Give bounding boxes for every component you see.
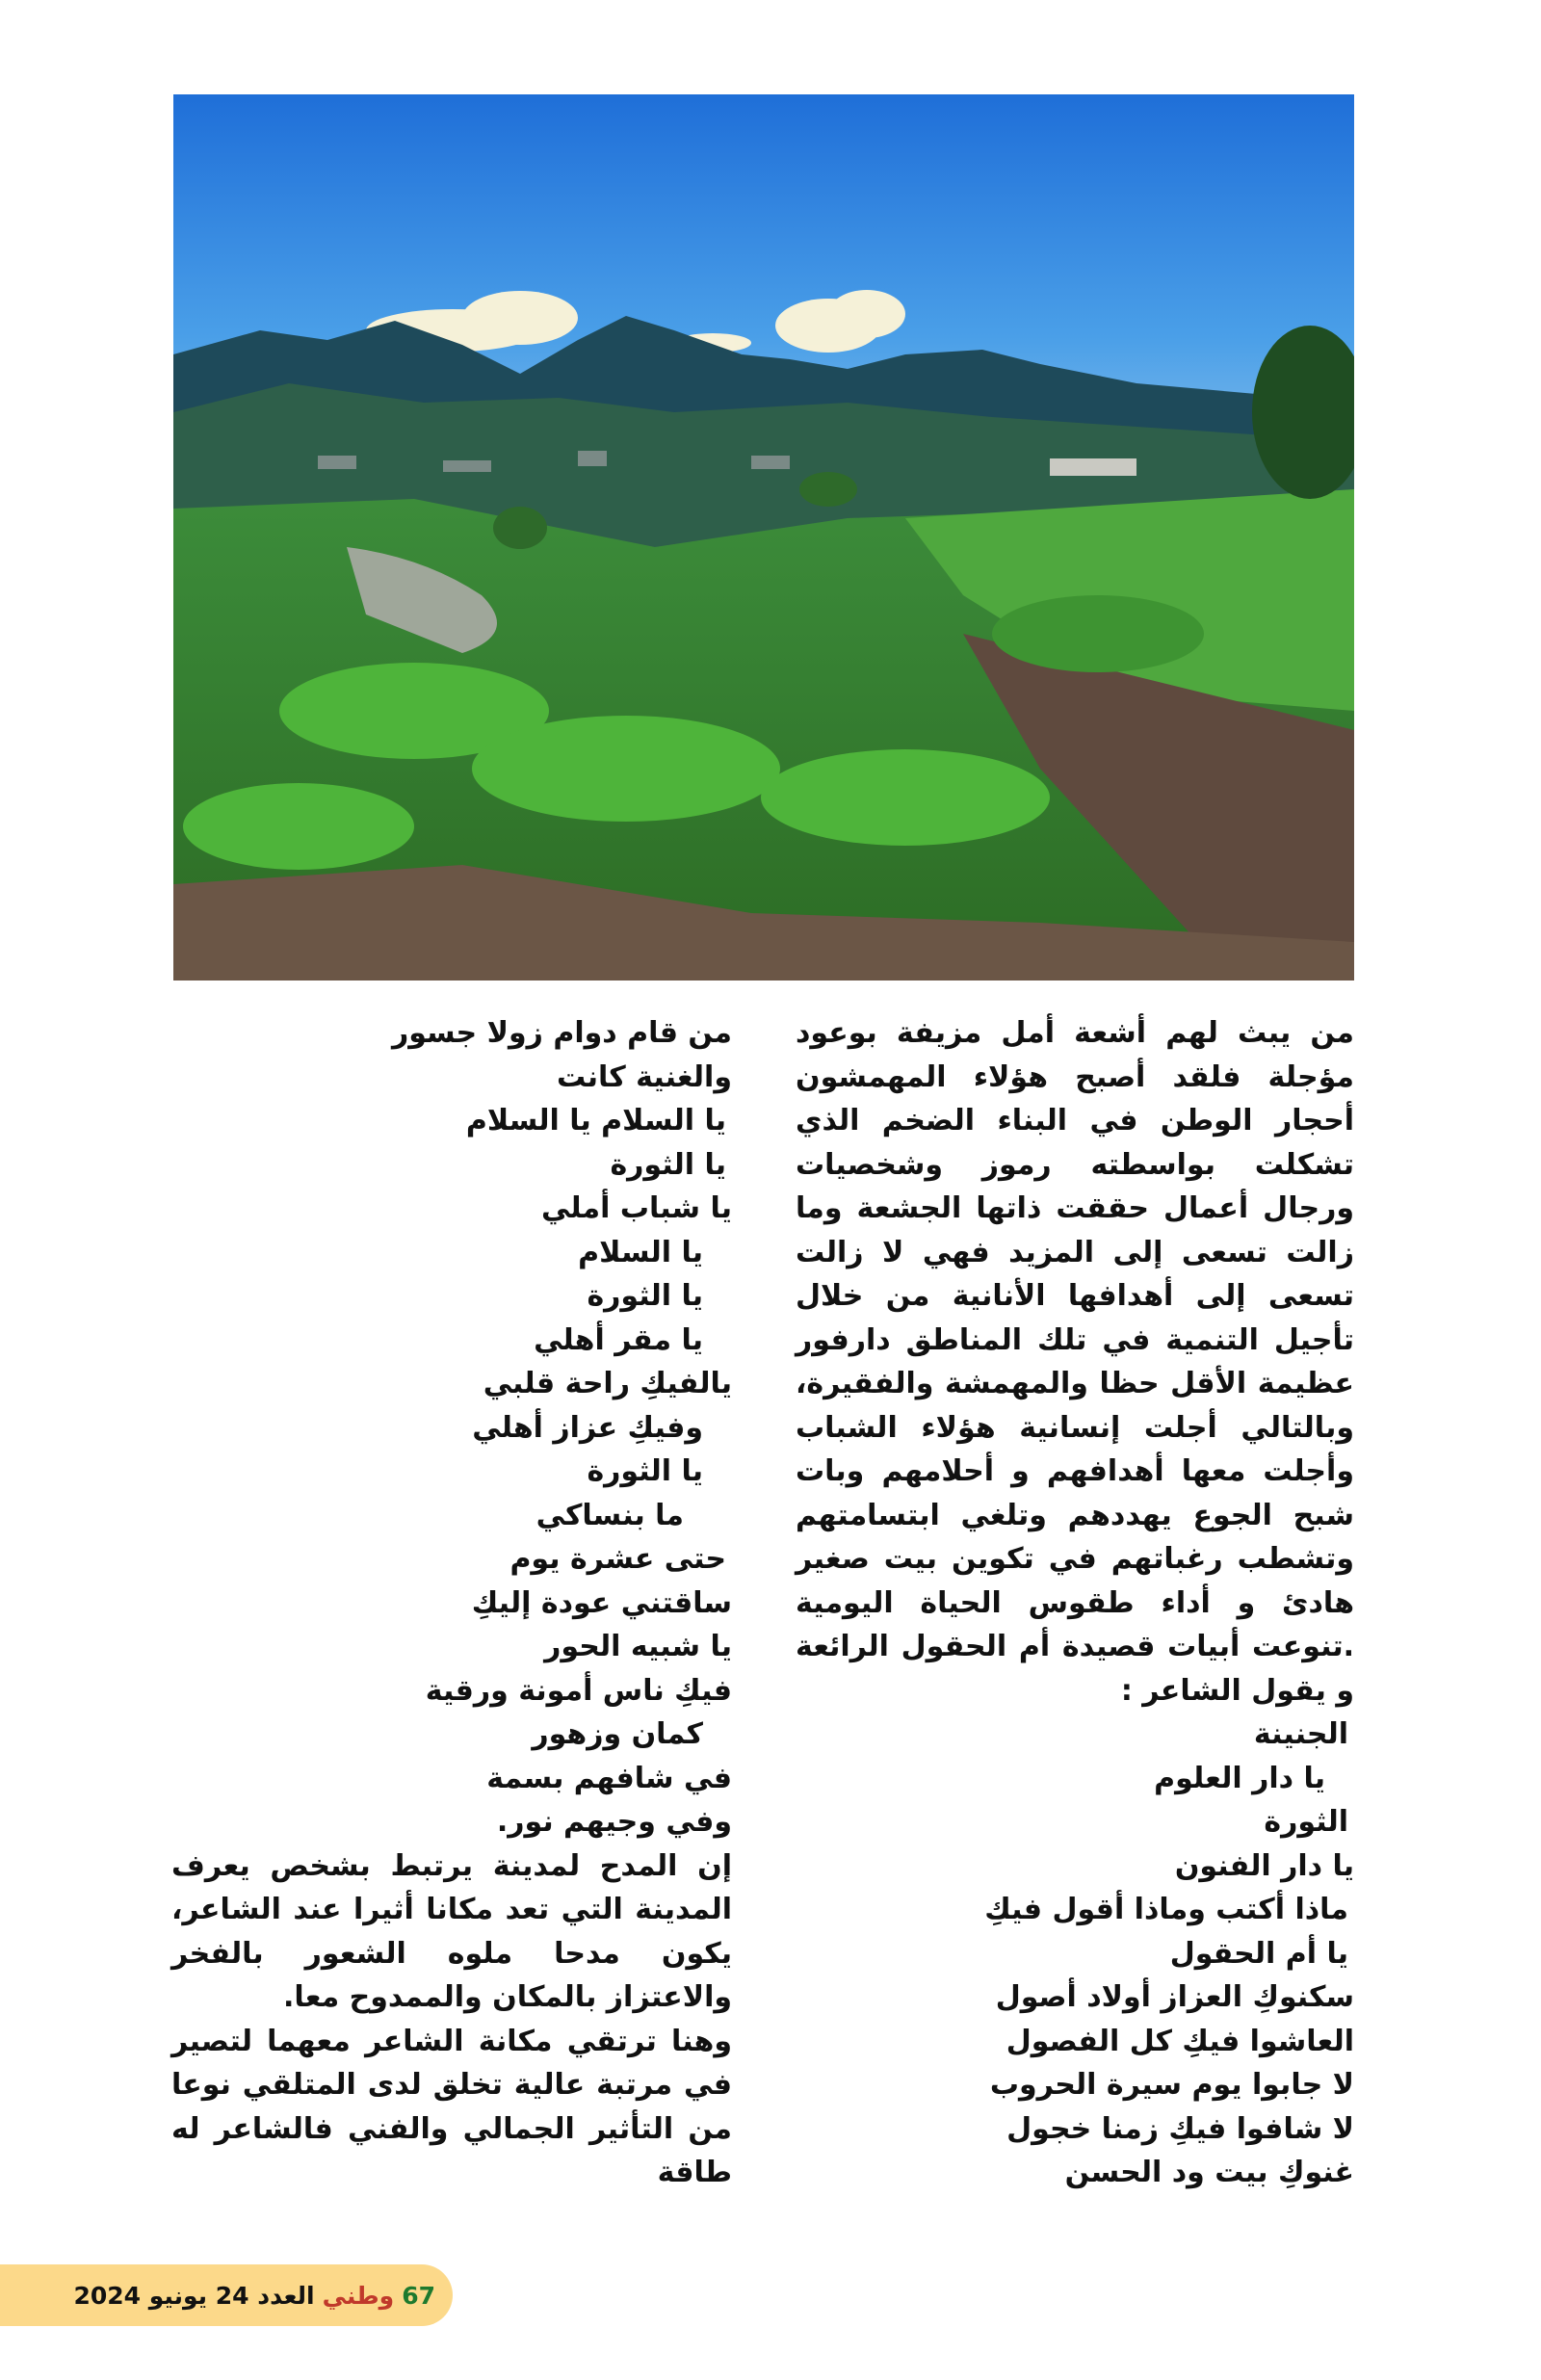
- poem-line: يا شباب أملي: [540, 1191, 732, 1225]
- landscape-illustration: [173, 94, 1354, 981]
- landscape-photo: [173, 94, 1354, 981]
- poem-line: وفي وجيهم نور.: [496, 1805, 732, 1839]
- article-paragraph: وهنا ترتقي مكانة الشاعر معهما لتصير في مرتبة عالية تخلق لدى المتلقي نوعا من التأثير الجمالي والفني فالشاعر له طاقة: [171, 2024, 732, 2189]
- page-footer: [0, 2264, 453, 2326]
- poem-line: العاشوا فيكِ كل الفصول: [1006, 2024, 1354, 2058]
- magazine-name: وطني: [322, 2281, 395, 2310]
- poem-line: غنوكِ بيت ود الحسن: [1064, 2156, 1354, 2189]
- poem-line: ما بنساكي: [535, 1498, 684, 1532]
- poem-line: يا شبيه الحور: [544, 1630, 732, 1663]
- poem-line: يا السلام: [578, 1235, 703, 1269]
- poem-line: يالفيكِ راحة قلبي: [483, 1367, 732, 1400]
- right-column: [796, 1011, 1354, 2195]
- poem-line: يا الثورة: [610, 1147, 726, 1182]
- poem-line: وفيكِ عزاز أهلي: [472, 1410, 703, 1445]
- issue-date: العدد 24 يونيو 2024: [73, 2281, 315, 2310]
- poem-line: فيكِ ناس أمونة ورقية: [425, 1673, 732, 1708]
- poem-line: يا أم الحقول: [1169, 1936, 1348, 1971]
- poem-line: سكنوكِ العزاز أولاد أصول: [995, 1980, 1354, 2014]
- poem-line: والغنية كانت: [557, 1059, 732, 1094]
- poem-line: لا شافوا فيكِ زمنا خجول: [1006, 2111, 1354, 2146]
- poem-line: الجنينة: [1253, 1717, 1348, 1751]
- poem-line: يا دار الفنون: [1174, 1848, 1354, 1883]
- poem-line: يا دار العلوم: [1154, 1761, 1325, 1795]
- poem-line: يا الثورة: [587, 1454, 703, 1488]
- poem-line: ماذا أكتب وماذا أقول فيكِ: [984, 1893, 1348, 1926]
- poem-line: من قام دوام زولا جسور: [391, 1016, 732, 1050]
- poem-line: الثورة: [1264, 1805, 1348, 1839]
- page-number: 67: [402, 2281, 435, 2310]
- left-column: [171, 1011, 732, 2195]
- poem-line: كمان وزهور: [532, 1717, 703, 1751]
- poem-line: ساقتني عودة إليكِ: [471, 1585, 732, 1620]
- poem-line: لا جابوا يوم سيرة الحروب: [989, 2068, 1354, 2102]
- poem-line: في شافهم بسمة: [486, 1761, 732, 1795]
- poem-line: يا مقر أهلي: [534, 1322, 703, 1357]
- article-paragraph: إن المدح لمدينة يرتبط بشخص يعرف المدينة التي تعد مكانا أثيرا عند الشاعر، يكون مدحا ملوه الشعور بالفخر والاعتزاز بالمكان والممدوح معا.: [171, 1848, 732, 2014]
- poem-line: يا الثورة: [587, 1279, 703, 1313]
- article-paragraph: من يبث لهم أشعة أمل مزيفة بوعود مؤجلة فلقد أصبح هؤلاء المهمشون أحجار الوطن في البناء الضخم الذي تشكلت بواسطته رموز وشخصيات ورجال أعمال حققت ذاتها الجشعة وما زالت تسعى إلى المزيد فهي لا زالت تسعى إلى أهدافها الأنانية من خلال تأجيل التنمية في تلك المناطق دارفور عظيمة الأقل حظا والمهمشة والفقيرة، وبالتالي أجلت إنسانية هؤلاء الشباب وأجلت معها أهدافهم و أحلامهم وبات شبح الجوع يهددهم وتلغي ابتسامتهم وتشطب رغباتهم في تكوين بيت صغير هادئ و أداء طقوس الحياة اليومية .تنوعت أبيات قصيدة أم الحقول الرائعة و يقول الشاعر :: [796, 1016, 1354, 1708]
- poem-line: يا السلام يا السلام: [465, 1104, 726, 1138]
- poem-line: حتى عشرة يوم: [509, 1542, 726, 1576]
